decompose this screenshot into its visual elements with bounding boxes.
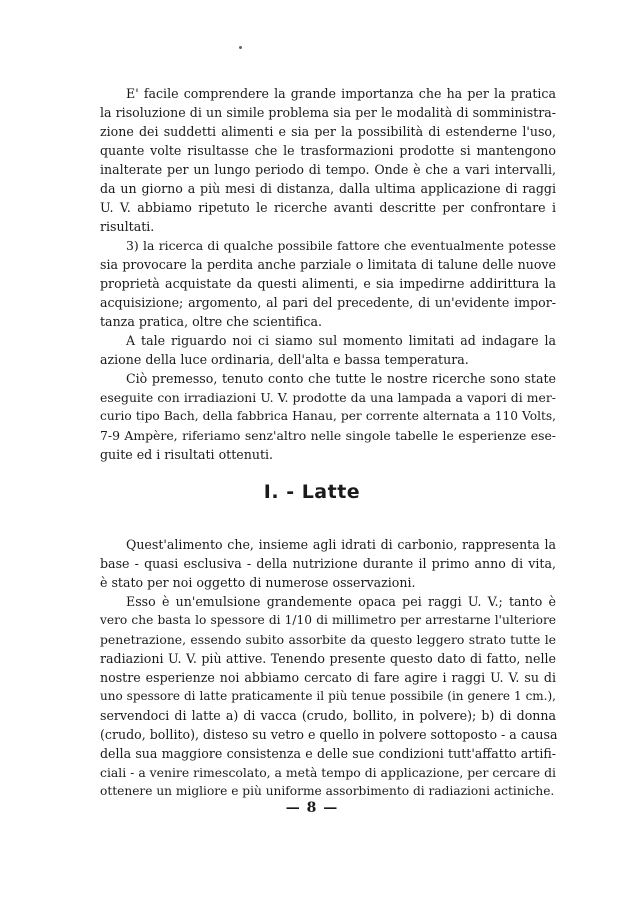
- text-line: servendoci di latte a) di vacca (crudo, bollito, in polvere); b) di donna: [100, 708, 556, 723]
- paragraph-emulsion: [100, 592, 556, 801]
- text-line: sia provocare la perdita anche parziale o limitata di talune delle nuove: [100, 257, 556, 272]
- text-line: acquisizione; argomento, al pari del precedente, di un'evidente impor-: [100, 295, 556, 310]
- section-heading: I. - Latte: [263, 481, 361, 503]
- text-line: risultati.: [100, 219, 155, 234]
- text-line: U. V. abbiamo ripetuto le ricerche avanti descritte per confrontare i: [100, 200, 556, 215]
- text-line: base - quasi esclusiva - della nutrizione durante il primo anno di vita,: [100, 556, 556, 571]
- text-line: della sua maggiore consistenza e delle sue condizioni tutt'affatto artifi-: [100, 746, 556, 761]
- ink-dot: [239, 46, 242, 49]
- text-line: guite ed i risultati ottenuti.: [100, 447, 274, 462]
- text-line: la risoluzione di un simile problema sia per le modalità di somministra-: [100, 105, 556, 120]
- text-line: inalterate per un lungo periodo di tempo. Onde è che a vari intervalli,: [100, 162, 556, 177]
- text-line: Ciò premesso, tenuto conto che tutte le nostre ricerche sono state: [126, 371, 556, 386]
- text-line: 3) la ricerca di qualche possibile fattore che eventualmente potesse: [126, 238, 556, 253]
- page-number: — 8 —: [285, 800, 339, 816]
- text-line: proprietà acquistate da questi alimenti, e sia impedirne addirittura la: [100, 276, 556, 291]
- text-line: vero che basta lo spessore di 1/10 di millimetro per arrestarne l'ulteriore: [100, 613, 556, 627]
- text-line: ottenere un migliore e più uniforme assorbimento di radiazioni actiniche.: [100, 784, 555, 798]
- paragraph-premise: [100, 369, 556, 464]
- text-line: da un giorno a più mesi di distanza, dalla ultima applicazione di raggi: [100, 181, 556, 196]
- text-line: (crudo, bollito), disteso su vetro e quello in polvere sottoposto - a causa: [100, 727, 558, 742]
- text-line: ciali - a venire rimescolato, a metà tempo di applicazione, per cercare di: [100, 765, 556, 780]
- paragraph-intro: [100, 84, 556, 236]
- text-line: radiazioni U. V. più attive. Tenendo presente questo dato di fatto, nelle: [100, 651, 556, 666]
- paragraph-regard: [100, 331, 556, 369]
- text-line: curio tipo Bach, della fabbrica Hanau, per corrente alternata a 110 Volts,: [100, 409, 556, 423]
- text-line: uno spessore di latte praticamente il più tenue possibile (in genere 1 cm.),: [100, 689, 556, 703]
- text-line: è stato per noi oggetto di numerose osservazioni.: [100, 575, 416, 590]
- text-line: E' facile comprendere la grande importanza che ha per la pratica: [126, 86, 556, 101]
- text-line: zione dei suddetti alimenti e sia per la possibilità di estenderne l'uso,: [100, 124, 556, 139]
- text-line: 7-9 Ampère, riferiamo senz'altro nelle singole tabelle le esperienze ese-: [100, 428, 556, 443]
- text-line: azione della luce ordinaria, dell'alta e bassa temperatura.: [100, 352, 469, 367]
- text-line: A tale riguardo noi ci siamo sul momento limitati ad indagare la: [126, 333, 556, 348]
- text-line: tanza pratica, oltre che scientifica.: [100, 314, 323, 329]
- paragraph-milk: [100, 535, 556, 592]
- paragraph-point-3: [100, 236, 556, 331]
- text-line: eseguite con irradiazioni U. V. prodotte da una lampada a vapori di mer-: [100, 390, 556, 405]
- text-line: quante volte risultasse che le trasformazioni prodotte si mantengono: [100, 143, 556, 158]
- text-line: penetrazione, essendo subito assorbite da questo leggero strato tutte le: [100, 632, 556, 647]
- text-line: Quest'alimento che, insieme agli idrati di carbonio, rappresenta la: [126, 537, 556, 552]
- text-line: Esso è un'emulsione grandemente opaca pei raggi U. V.; tanto è: [126, 594, 556, 609]
- text-line: nostre esperienze noi abbiamo cercato di fare agire i raggi U. V. su di: [100, 670, 556, 685]
